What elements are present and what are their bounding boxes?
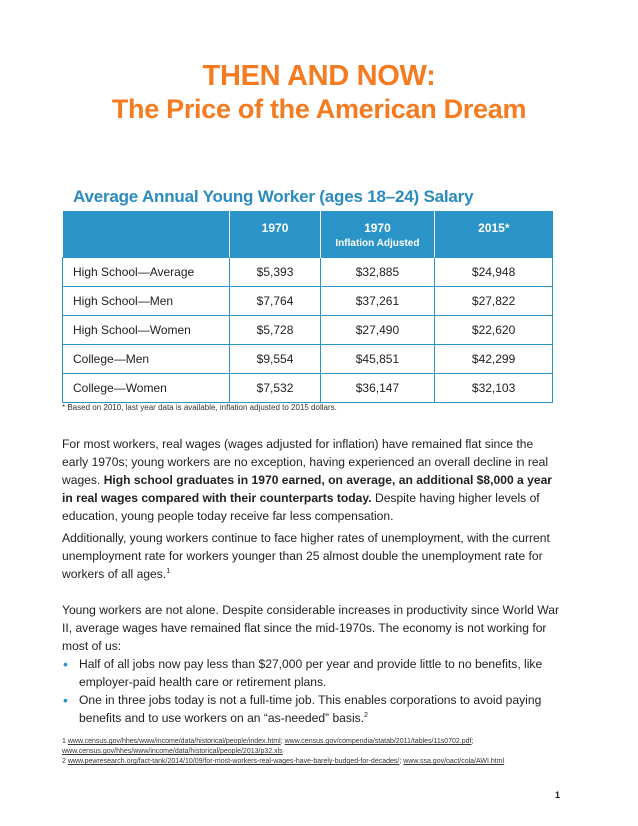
table-row	[63, 287, 553, 316]
value-2015: $32,103	[435, 374, 553, 403]
paragraph-text-start: For most workers, real wages (wages adjusted for inflation) have remained flat since the early 1970s; young workers are no exception, having experienced an overall decline in real wages.	[62, 437, 549, 487]
value-1970-adjusted: $37,261	[320, 287, 434, 316]
row-label: College—Women	[63, 374, 230, 403]
value-1970-adjusted: $45,851	[320, 345, 434, 374]
paragraph-productivity	[62, 601, 562, 727]
reference-1	[62, 737, 572, 757]
bullet-icon: •	[63, 692, 68, 708]
row-label: High School—Average	[63, 258, 230, 287]
paragraph-bold-statement: High school graduates in 1970 earned, on average, an additional $8,000 a year in real wages compared with their counterparts today.	[62, 473, 553, 505]
reference-link[interactable]: www.census.gov/compendia/statab/2011/tables/11s0702.pdf	[284, 738, 472, 745]
bullet-text: One in three jobs today is not a full-time job. This enables corporations to avoid paying benefits and to use workers on an “as-needed” basis.	[79, 693, 542, 725]
table-row	[63, 316, 553, 345]
reference-2	[62, 757, 572, 767]
header-label: 1970	[364, 221, 391, 235]
table-row	[63, 345, 553, 374]
paragraph-real-wages	[62, 435, 562, 525]
value-1970: $7,532	[230, 374, 320, 403]
value-1970-adjusted: $27,490	[320, 316, 434, 345]
salary-table	[62, 211, 553, 403]
paragraph-unemployment	[62, 529, 562, 583]
row-label: College—Men	[63, 345, 230, 374]
value-1970: $5,728	[230, 316, 320, 345]
list-item	[62, 691, 562, 727]
footnote-marker: 1	[166, 567, 171, 575]
reference-separator: ;	[471, 738, 474, 745]
value-2015: $27,822	[435, 287, 553, 316]
value-1970-adjusted: $36,147	[320, 374, 434, 403]
paragraph-text-end: Despite having higher levels of education, young people today receive far less compensation.	[62, 491, 540, 523]
value-2015: $22,620	[435, 316, 553, 345]
page-header	[0, 60, 638, 126]
header-label: 2015*	[478, 221, 510, 235]
bullet-icon: •	[63, 656, 68, 672]
header-sublabel: Inflation Adjusted	[335, 238, 420, 249]
header-label: 1970	[261, 221, 289, 235]
row-label: High School—Men	[63, 287, 230, 316]
header-cell-1970-adjusted	[320, 211, 434, 258]
paragraph-text: Young workers are not alone. Despite considerable increases in productivity since World War II, average wages have remained flat since the mid-1970s. The economy is not working for most of us:	[62, 603, 559, 653]
value-1970: $7,764	[230, 287, 320, 316]
value-2015: $42,299	[435, 345, 553, 374]
reference-link[interactable]: www.census.gov/hhes/www/income/data/historical/people/2013/p32.xls	[62, 748, 283, 755]
table-row	[63, 374, 553, 403]
reference-link[interactable]: www.pewresearch.org/fact-tank/2014/10/09/for-most-workers-real-wages-have-barely-budged-for-decades/	[67, 758, 400, 765]
references	[62, 737, 572, 767]
reference-separator: ;	[280, 738, 285, 745]
paragraph-text	[62, 529, 562, 583]
header-cell-label	[63, 211, 230, 258]
page-title: THEN AND NOW:	[202, 60, 436, 92]
header-cell-2015	[435, 211, 553, 258]
table-row	[63, 258, 553, 287]
value-2015: $24,948	[435, 258, 553, 287]
reference-separator: ;	[399, 758, 404, 765]
table-header-row	[63, 211, 553, 258]
value-1970-adjusted: $32,885	[320, 258, 434, 287]
bullet-list	[62, 655, 562, 727]
value-1970: $9,554	[230, 345, 320, 374]
reference-link[interactable]: www.census.gov/hhes/www/income/data/historical/people/index.html	[67, 738, 281, 745]
footnote-marker: 2	[364, 711, 368, 719]
page-subtitle: The Price of the American Dream	[111, 94, 527, 124]
paragraph-text	[62, 435, 562, 525]
reference-number: 1	[62, 738, 66, 745]
reference-number: 2	[62, 758, 66, 765]
paragraph-text-body: Additionally, young workers continue to face higher rates of unemployment, with the current unemployment rate for workers younger than 25 almost double the unemployment rate for workers of all ages.	[62, 531, 550, 581]
list-item	[62, 655, 562, 691]
header-cell-1970	[230, 211, 320, 258]
value-1970: $5,393	[230, 258, 320, 287]
table-footnote: * Based on 2010, last year data is available, inflation adjusted to 2015 dollars.	[62, 403, 337, 412]
reference-link[interactable]: www.ssa.gov/oact/cola/AWI.html	[403, 758, 505, 765]
row-label: High School—Women	[63, 316, 230, 345]
page-number: 1	[555, 790, 561, 800]
bullet-text: Half of all jobs now pay less than $27,000 per year and provide little to no benefits, like employer-paid health care or retirement plans.	[79, 657, 543, 689]
table-title: Average Annual Young Worker (ages 18–24) Salary	[73, 187, 474, 206]
